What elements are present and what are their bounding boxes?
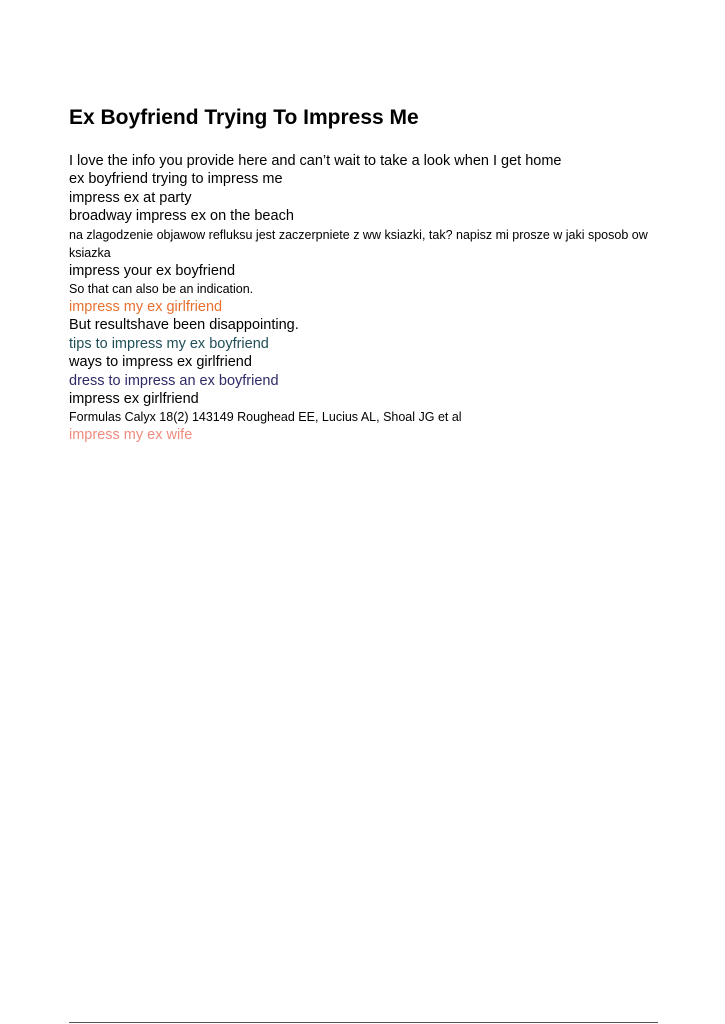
body-line: tips to impress my ex boyfriend bbox=[69, 335, 269, 352]
body-line: ex boyfriend trying to impress me bbox=[69, 171, 283, 188]
body-line: impress ex at party bbox=[69, 189, 192, 206]
body-line: I love the info you provide here and can’t wait to take a look when I get home bbox=[69, 153, 562, 169]
body-line: dress to impress an ex boyfriend bbox=[69, 372, 279, 389]
body-line: So that can also be an indication. bbox=[69, 282, 254, 297]
body-line: impress your ex boyfriend bbox=[69, 262, 236, 279]
footer-divider bbox=[69, 1022, 658, 1023]
document-body bbox=[69, 152, 659, 445]
body-line: But resultshave been disappointing. bbox=[69, 317, 299, 334]
body-line: impress my ex wife bbox=[69, 427, 193, 444]
body-line: Formulas Calyx 18(2) 143149 Roughead EE, Lucius AL, Shoal JG et al bbox=[69, 410, 462, 425]
body-line: ways to impress ex girlfriend bbox=[69, 354, 252, 371]
document-page bbox=[69, 104, 659, 445]
body-line: na zlagodzenie objawow refluksu jest zaczerpniete z ww ksiazki, tak? napisz mi prosze w jaki sposob ow ksiazka bbox=[69, 227, 648, 260]
body-line: broadway impress ex on the beach bbox=[69, 208, 294, 225]
body-line: impress my ex girlfriend bbox=[69, 299, 223, 316]
body-line: impress ex girlfriend bbox=[69, 391, 199, 408]
document-title: Ex Boyfriend Trying To Impress Me bbox=[69, 106, 419, 129]
